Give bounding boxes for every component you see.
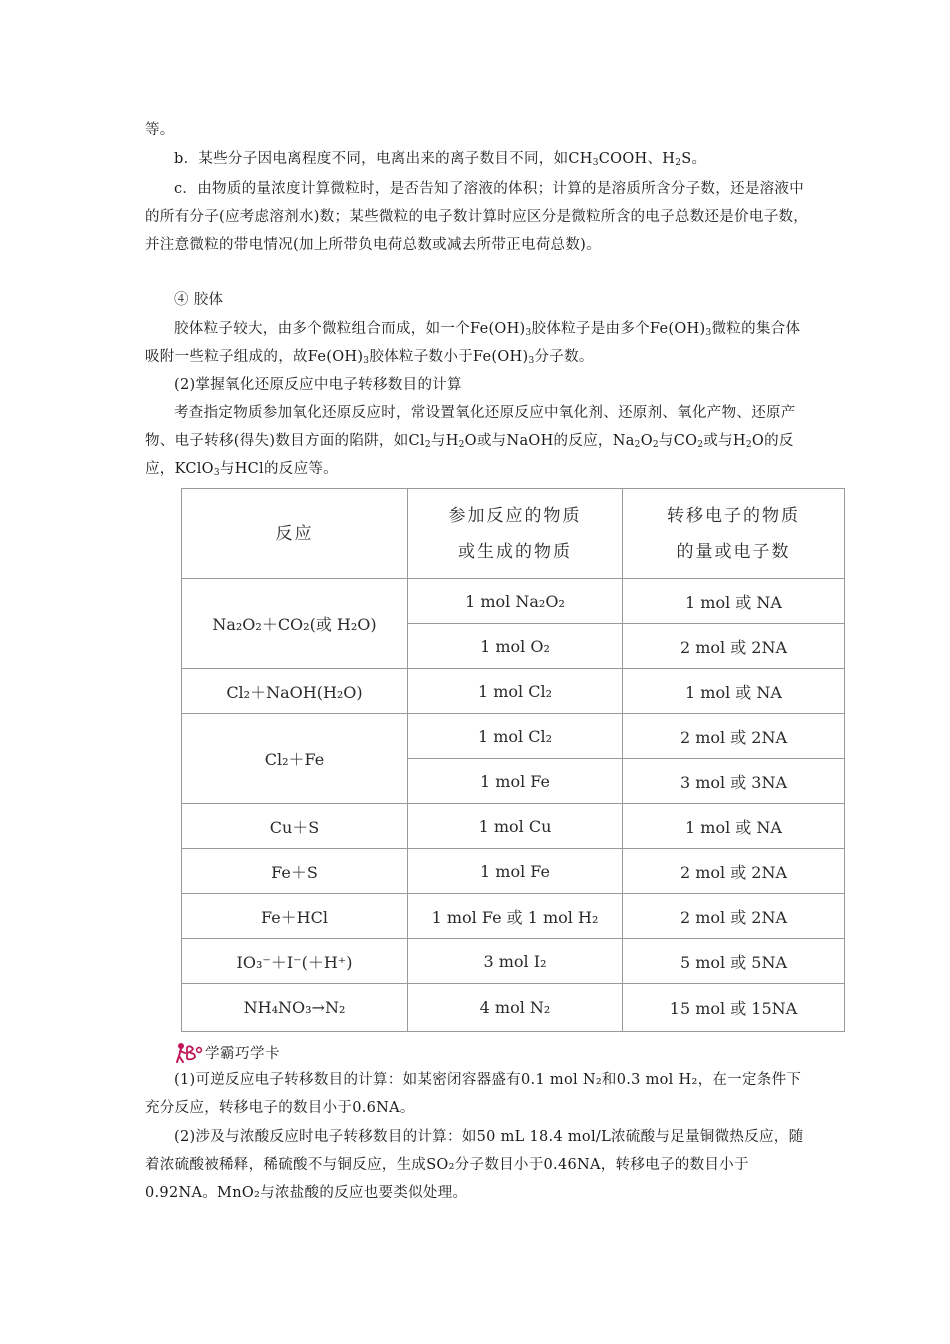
header-line: 参加反应的物质 <box>448 505 582 526</box>
paragraph-c: c．由物质的量浓度计算微粒时，是否告知了溶液的体积；计算的是溶质所含分子数，还是溶液中的所有分子(应考虑溶剂水)数；某些微粒的电子数计算时应区分是微粒所含的电子总数还是价电子数，并注意微粒的带电情况(加上所带负电荷总数或减去所带正电荷总数)。 <box>145 181 809 253</box>
cell-reaction: Cl₂＋NaOH(H₂O) <box>182 669 408 714</box>
cell-reaction: IO₃⁻＋I⁻(＋H⁺) <box>182 939 408 984</box>
cell-reaction: Fe＋S <box>182 849 408 894</box>
cell-substance: 1 mol Fe 或 1 mol H₂ <box>408 894 623 939</box>
cell-transfer: 1 mol 或 NA <box>623 804 845 849</box>
cell-transfer: 2 mol 或 2NA <box>623 849 845 894</box>
header-line: 的量或电子数 <box>676 541 791 562</box>
cell-substance: 1 mol Fe <box>408 849 623 894</box>
tip-paragraph-2: (2)涉及与浓酸反应时电子转移数目的计算：如50 mL 18.4 mol/L浓硫酸与足量铜微热反应，随着浓硫酸被稀释，稀硫酸不与铜反应，生成SO₂分子数目小于0.46NA，转移电子的数目小于0.92NA。MnO₂与浓盐酸的反应也要类似处理。 <box>145 1129 804 1201</box>
header-line: 转移电子的物质 <box>667 505 800 526</box>
header-line: 或生成的物质 <box>458 541 572 562</box>
table-row <box>182 849 845 894</box>
text-run: 与HCl的反应等。 <box>219 461 338 477</box>
cell-transfer: 15 mol 或 15NA <box>623 984 845 1032</box>
header-transfer <box>623 489 845 579</box>
table-row <box>182 939 845 984</box>
cell-reaction: Fe＋HCl <box>182 894 408 939</box>
text-run: 微粒的集合体吸附一些粒子组成的，故Fe(OH) <box>145 321 801 365</box>
tip-paragraph-1: (1)可逆反应电子转移数目的计算：如某密闭容器盛有0.1 mol N₂和0.3 mol H₂，在一定条件下充分反应，转移电子的数目小于0.6NA。 <box>145 1072 802 1116</box>
table-row <box>182 669 845 714</box>
cell-transfer: 2 mol 或 2NA <box>623 624 845 669</box>
header-substance <box>408 489 623 579</box>
tip-card-title: 学霸巧学卡 <box>205 1045 280 1062</box>
cell-reaction: Na₂O₂＋CO₂(或 H₂O) <box>182 579 408 669</box>
tip-card-header <box>175 1040 280 1064</box>
scholar-icon <box>175 1041 203 1063</box>
text-run: O的反应，KClO <box>145 433 794 477</box>
paragraph-section-2: 考查指定物质参加氧化还原反应时，常设置氧化还原反应中氧化剂、还原剂、氧化产物、还原产物、电子转移(得失)数目方面的陷阱，如$Cl_2$与$H_2O$或与NaOH的反应，$Na_2O_2$与$CO_2$或与$H_2O$的反应，KClO$_3$与HCl的反应等。 <box>145 405 796 478</box>
text-run: 或与H <box>703 433 746 449</box>
header-reaction: 反应 <box>182 489 408 579</box>
cell-transfer: 2 mol 或 2NA <box>623 714 845 759</box>
cell-substance: 1 mol O₂ <box>408 624 623 669</box>
text-run: 胶体粒子是由多个Fe(OH) <box>531 321 706 337</box>
table-row <box>182 714 845 759</box>
electron-transfer-table <box>181 488 845 1032</box>
cell-reaction: Cl₂＋Fe <box>182 714 408 804</box>
text-run: 分子数。 <box>534 349 594 365</box>
table-row <box>182 804 845 849</box>
text-run: 考查指定物质参加氧化还原反应时，常设置氧化还原反应中氧化剂、还原剂、氧化产物、还原产物、电子转移(得失)数目方面的陷阱，如Cl <box>145 405 796 449</box>
cell-substance: 1 mol Na₂O₂ <box>408 579 623 624</box>
cell-substance: 1 mol Cl₂ <box>408 714 623 759</box>
paragraph-continuation <box>145 116 810 144</box>
cell-substance: 1 mol Cu <box>408 804 623 849</box>
table-row <box>182 894 845 939</box>
cell-transfer: 1 mol 或 NA <box>623 669 845 714</box>
paragraph-b: b．某些分子因电离程度不同，电离出来的离子数目不同，如$CH_3COOH$、$H_2S$。 <box>174 151 707 168</box>
text-line: 等。 <box>145 122 175 138</box>
text-run: O <box>640 433 653 449</box>
text-run: O或与NaOH的反应，Na <box>464 433 635 449</box>
cell-transfer: 2 mol 或 2NA <box>623 894 845 939</box>
cell-reaction: NH₄NO₃→N₂ <box>182 984 408 1032</box>
table-header-row <box>182 489 845 579</box>
text-run: 与H <box>430 433 459 449</box>
table-row <box>182 579 845 624</box>
table-row <box>182 984 845 1032</box>
text-run: 与CO <box>658 433 698 449</box>
text-run: 胶体粒子数小于Fe(OH) <box>369 349 529 365</box>
cell-transfer: 5 mol 或 5NA <box>623 939 845 984</box>
paragraph-colloid: 胶体粒子较大，由多个微粒组合而成，如一个$Fe(OH)_3$胶体粒子是由多个$Fe(OH)_3$微粒的集合体吸附一些粒子组成的，故$Fe(OH)_3$胶体粒子数小于$Fe(OH)_3$分子数。 <box>145 321 801 366</box>
cell-reaction: Cu＋S <box>182 804 408 849</box>
cell-transfer: 1 mol 或 NA <box>623 579 845 624</box>
text-run: b．某些分子因电离程度不同，电离出来的离子数目不同，如CH <box>174 151 593 167</box>
text-run: 胶体粒子较大，由多个微粒组合而成，如一个Fe(OH) <box>174 321 526 337</box>
cell-substance: 3 mol I₂ <box>408 939 623 984</box>
text-run: S。 <box>681 151 707 167</box>
section-2-heading: (2)掌握氧化还原反应中电子转移数目的计算 <box>174 377 462 393</box>
cell-substance: 1 mol Cl₂ <box>408 669 623 714</box>
cell-substance: 4 mol N₂ <box>408 984 623 1032</box>
colloid-heading: ④ 胶体 <box>174 292 224 308</box>
cell-transfer: 3 mol 或 3NA <box>623 759 845 804</box>
cell-substance: 1 mol Fe <box>408 759 623 804</box>
text-run: COOH、H <box>598 151 676 167</box>
